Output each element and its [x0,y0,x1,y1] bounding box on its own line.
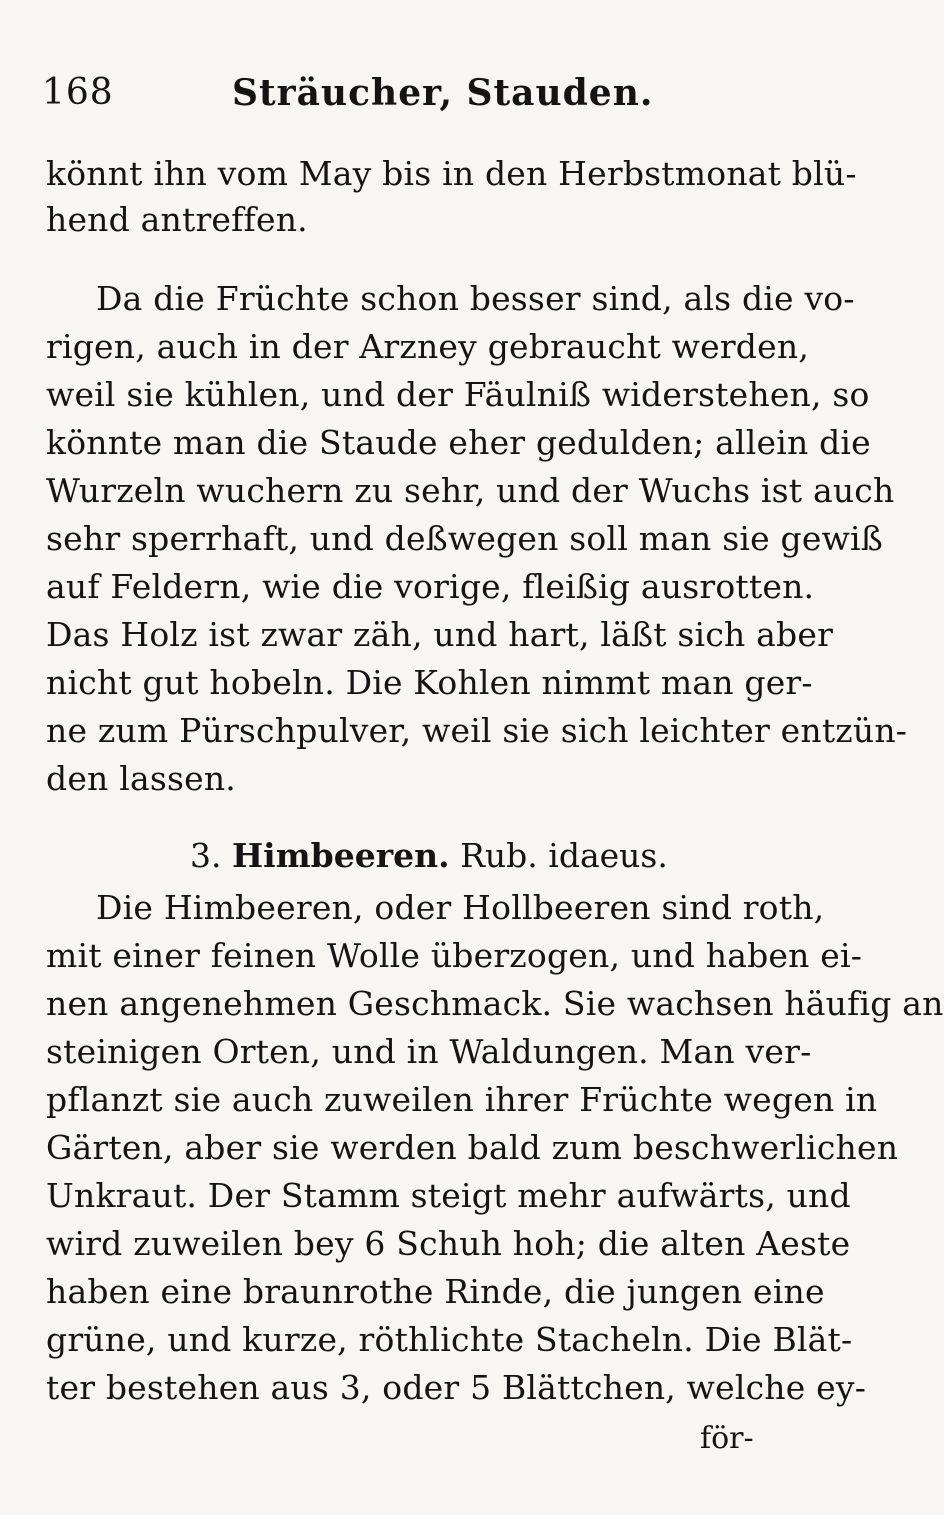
text-line: könnt ihn vom May bis in den Herbstmonat blü- [46,154,857,193]
text-line: Die Himbeeren, oder Hollbeeren sind roth, [96,888,825,927]
section-latin-name: Rub. idaeus. [460,836,668,875]
page-header [42,72,802,122]
text-line: Gärten, aber sie werden bald zum beschwerlichen [46,1128,899,1167]
section-heading [190,836,668,875]
text-line: mit einer feinen Wolle überzogen, und haben ei- [46,936,863,975]
text-line: rigen, auch in der Arzney gebraucht werden, [46,327,810,366]
text-line: pflanzt sie auch zuweilen ihrer Früchte wegen in [46,1080,878,1119]
text-line: Das Holz ist zwar zäh, und hart, läßt sich aber [46,615,834,654]
text-line: ter bestehen aus 3, oder 5 Blättchen, welche ey- [46,1368,867,1407]
text-line: grüne, und kurze, röthlichte Stacheln. Die Blät- [46,1320,853,1359]
text-line: nen angenehmen Geschmack. Sie wachsen häufig an [46,984,944,1023]
section-number: 3. [190,836,222,875]
text-line: auf Feldern, wie die vorige, fleißig ausrotten. [46,567,815,606]
text-line: Da die Früchte schon besser sind, als die vo- [96,279,855,318]
text-line: wird zuweilen bey 6 Schuh hoh; die alten Aeste [46,1224,851,1263]
text-line: haben eine braunrothe Rinde, die jungen eine [46,1272,825,1311]
section-title: Himbeeren. [232,836,450,875]
catchword: för- [700,1421,754,1456]
running-head: Sträucher, Stauden. [232,72,654,114]
text-line: weil sie kühlen, und der Fäulniß widerstehen, so [46,375,870,414]
page-number: 168 [42,72,114,113]
text-line: könnte man die Staude eher gedulden; allein die [46,423,871,462]
text-line: steinigen Orten, und in Waldungen. Man ver- [46,1032,812,1071]
text-line: ne zum Pürschpulver, weil sie sich leichter entzün- [46,711,908,750]
text-line: den lassen. [46,759,236,798]
text-line: sehr sperrhaft, und deßwegen soll man sie gewiß [46,519,884,558]
text-line: Unkraut. Der Stamm steigt mehr aufwärts, und [46,1176,851,1215]
text-line: hend antreffen. [46,200,308,239]
text-line: Wurzeln wuchern zu sehr, und der Wuchs ist auch [46,471,895,510]
text-line: nicht gut hobeln. Die Kohlen nimmt man ger- [46,663,813,702]
